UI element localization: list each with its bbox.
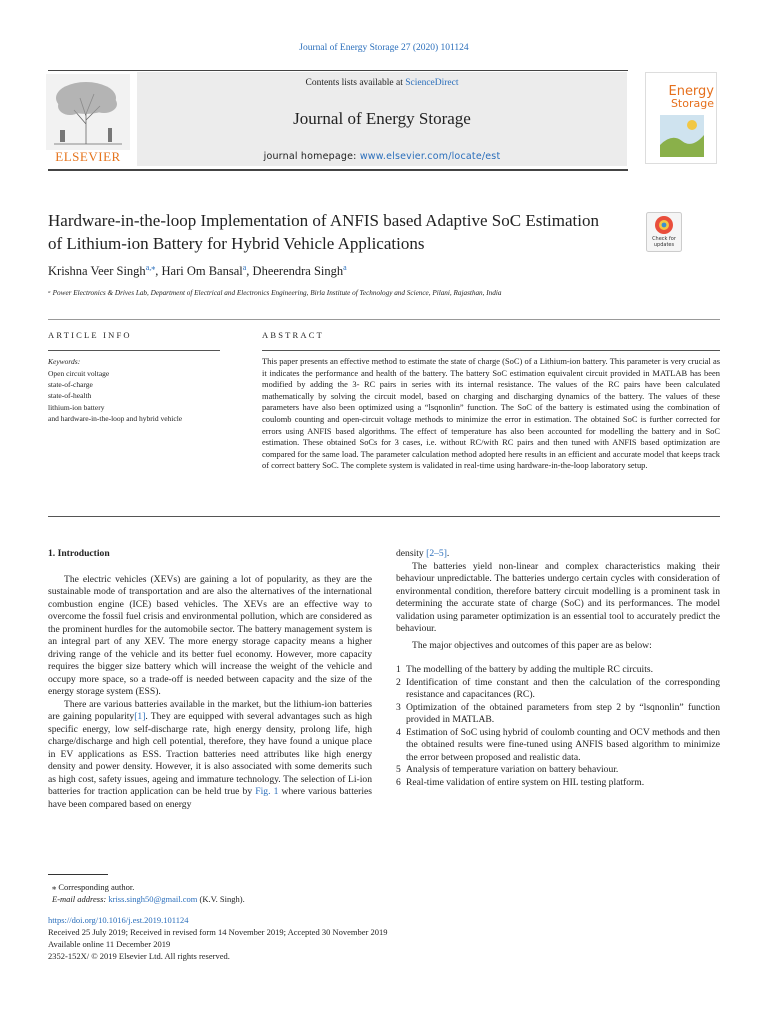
para-text: density (396, 548, 427, 559)
email-label: E-mail address: (52, 894, 109, 904)
affiliation: ᵃ Power Electronics & Drives Lab, Department of Electrical and Electronics Engineering, Birla Institute of Technology and Science, Pilani, Rajasthan, India (48, 289, 502, 297)
check-badge-line1: Check for (652, 236, 676, 242)
list-number: 6 (396, 776, 401, 788)
journal-homepage-line (137, 151, 627, 162)
author-1-affil[interactable]: a,⁎ (145, 263, 156, 272)
keyword-item: and hardware-in-the-loop and hybrid vehicle (48, 413, 183, 423)
homepage-prefix: journal homepage: (263, 151, 360, 162)
para-text: . They are equipped with several advantages such as high specific energy, low self-discharge rate, high energy density, prolong life, high charge/discharge and high cell potential, therefore, they have found a unique place in EV applications as ESS. Traction batteries need attributes like high energy density and power density. However, it is also associated with some demerits such as high cost, safety issues, ageing and immature technology. The selection of Li-ion batteries for traction application can be held true by (48, 711, 373, 797)
email-line (52, 893, 452, 905)
footnotes (52, 881, 452, 905)
list-number: 3 (396, 701, 401, 713)
list-item (396, 764, 720, 777)
keywords-label: Keywords: (48, 357, 81, 366)
list-item (396, 727, 720, 765)
journal-homepage-link[interactable]: www.elsevier.com/locate/est (359, 151, 501, 162)
email-link[interactable]: kriss.singh50@gmail.com (108, 894, 198, 904)
check-badge-line2: updates (653, 242, 675, 248)
list-number: 1 (396, 664, 401, 675)
author-sep: , (246, 264, 253, 279)
list-item (396, 664, 720, 677)
author-3: Dheerendra Singh (252, 264, 344, 279)
journal-title: Journal of Energy Storage (293, 109, 471, 128)
received-dates: Received 25 July 2019; Received in revised form 14 November 2019; Accepted 30 November 2019 (48, 927, 388, 937)
list-text: Estimation of SoC using hybrid of coulomb counting and OCV methods and then the obtained results were fine-tuned using ANFIS based algorithm to minimize the error between proposed and realistic data. (406, 726, 720, 763)
para-text: . (446, 548, 450, 559)
intro-paragraph-2 (48, 699, 372, 812)
footnote-rule (48, 874, 108, 875)
keywords-list (48, 368, 182, 424)
copyright: 2352-152X/ © 2019 Elsevier Ltd. All rights reserved. (48, 951, 230, 961)
para-text: There are various batteries available in the market, but the lithium-ion batteries are gaining popularity (48, 698, 372, 722)
list-text: Real-time validation of entire system on HIL testing platform. (406, 776, 645, 788)
list-text: The modelling of the battery by adding the multiple RC circuits. (406, 664, 653, 675)
list-text: Analysis of temperature variation on battery behaviour. (406, 764, 619, 775)
para-text: where various batteries have been compared based on energy (48, 786, 372, 810)
article-info-rule (48, 350, 220, 351)
sciencedirect-link[interactable]: ScienceDirect (405, 78, 459, 88)
reference-link-1[interactable]: [1] (134, 711, 146, 722)
objectives-intro: The major objectives and outcomes of this paper are as below: (412, 639, 652, 651)
figure-link-1[interactable]: Fig. 1 (255, 786, 279, 797)
abstract-text: This paper presents an effective method to estimate the state of charge (SoC) of a Lithium-ion battery. This parameter is very crucial as it indicates the performance and health of the battery. The battery SoC estimation equivalent circuit provided in MATLAB has been modified by adding the 3- RC pairs in series with its internal resistance. The values of the RC pairs have been calculated mathematically by solving the circuit model, based on charging and discharging dynamics of the battery. The values of these parameters have also been optimized using a “lsqnonlin” function. The SoC of the battery is estimated using the combination of coulomb counting and open-circuit voltage methods to minimize the error in estimation. The obtained SoC is further corrected for errors using ANFIS based algorithms. The effect of temperature has also been accounted for modelling the battery and in SoC estimation. These obtained SoCs for 3 cases, i.e. without RC/with RC pairs and then tuned with ANFIS based optimization are compared for the same load. The parameter calculation method adopted here results in an efficient and accurate model that keeps track of correct battery SoC. The complete system is validated in real-time using hardware-in-the-loop laboratory setup. (262, 356, 720, 471)
list-text: Optimization of the obtained parameters from step 2 by “lsqnonlin” function provided in MATLAB. (406, 701, 720, 725)
check-for-updates-badge[interactable] (646, 212, 682, 252)
list-number: 5 (396, 764, 401, 775)
keyword-item: Open circuit voltage (48, 369, 110, 378)
contents-available-line (137, 78, 627, 88)
abstract-rule (262, 350, 720, 351)
list-number: 4 (396, 726, 401, 738)
author-2-affil[interactable]: a (242, 263, 247, 272)
corresponding-author-note: ⁎ Corresponding author. (52, 882, 135, 892)
header-bottom-rule (48, 169, 628, 171)
contents-prefix: Contents lists available at (305, 78, 406, 88)
list-item (396, 702, 720, 727)
keyword-item: state-of-health (48, 391, 92, 401)
author-3-affil[interactable]: a (343, 263, 347, 272)
intro-paragraph-1: The electric vehicles (XEVs) are gaining a lot of popularity, as they are the sustainable mode of transportation and are also the alternatives of the international combustion engine (ICE) based vehicles. The XEVs are an effective way to overcome the fossil fuel crisis and environmental pollution, which are considered as the prominent hurdles for the automobile sector. The battery management system is an integral part of any XEV. The more energy storage capacity means a higher driving range of the vehicle and its better fuel economy. However, more capacity requires the bigger size battery which will increase the weight of the vehicle and occupy more space, so a trade-off is needed between capacity and the size of the energy storage system (ESS). (48, 573, 372, 697)
list-item (396, 677, 720, 702)
author-list (48, 263, 668, 279)
info-bottom-rule (48, 516, 720, 517)
keyword-item: state-of-charge (48, 380, 93, 390)
elsevier-wordmark: ELSEVIER (55, 149, 121, 164)
paper-title: Hardware-in-the-loop Implementation of ANFIS based Adaptive SoC Estimation of Lithium-ion Battery for Hybrid Vehicle Applications (48, 211, 599, 253)
cover-image-icon (660, 115, 704, 157)
list-text: Identification of time constant and then the calculation of the corresponding resistance and capacitances (RC). (406, 676, 720, 700)
author-1: Krishna Veer Singh (48, 264, 146, 279)
keyword-item: lithium-ion battery (48, 402, 105, 412)
header-top-rule (48, 70, 628, 71)
body-right-column (396, 548, 720, 789)
email-owner: (K.V. Singh). (197, 894, 245, 904)
cover-title-line1: Energy (668, 84, 714, 99)
list-item (396, 777, 720, 790)
list-number: 2 (396, 676, 401, 688)
body-left-column (48, 548, 372, 811)
section-heading-introduction: 1. Introduction (48, 548, 110, 559)
intro-paragraph-3: The batteries yield non-linear and complex characteristics making their behaviour unpredictable. The batteries undergo certain cycles with consideration of environmental condition, therefore battery circuit modelling is a prominent task in determining the accurate state of charge (SoC) and its performances. The model validation using parameter optimization is an essential tool to accurately predict the behaviour. (396, 560, 720, 634)
journal-citation[interactable]: Journal of Energy Storage 27 (2020) 101124 (299, 43, 469, 53)
objectives-list (396, 664, 720, 789)
article-info-heading: ARTICLE INFO (48, 330, 132, 340)
author-2: Hari Om Bansal (161, 264, 243, 279)
abstract-heading: ABSTRACT (262, 330, 324, 340)
doi-link[interactable]: https://doi.org/10.1016/j.est.2019.101124 (48, 915, 189, 925)
available-online: Available online 11 December 2019 (48, 939, 171, 949)
publication-info (48, 914, 648, 962)
continued-paragraph (396, 548, 720, 561)
cover-title-line2: Storage (670, 97, 714, 110)
reference-link-2-5[interactable]: [2–5] (426, 548, 447, 559)
author-sep: , (155, 264, 162, 279)
journal-cover-thumbnail (645, 72, 717, 164)
info-top-rule (48, 319, 720, 320)
